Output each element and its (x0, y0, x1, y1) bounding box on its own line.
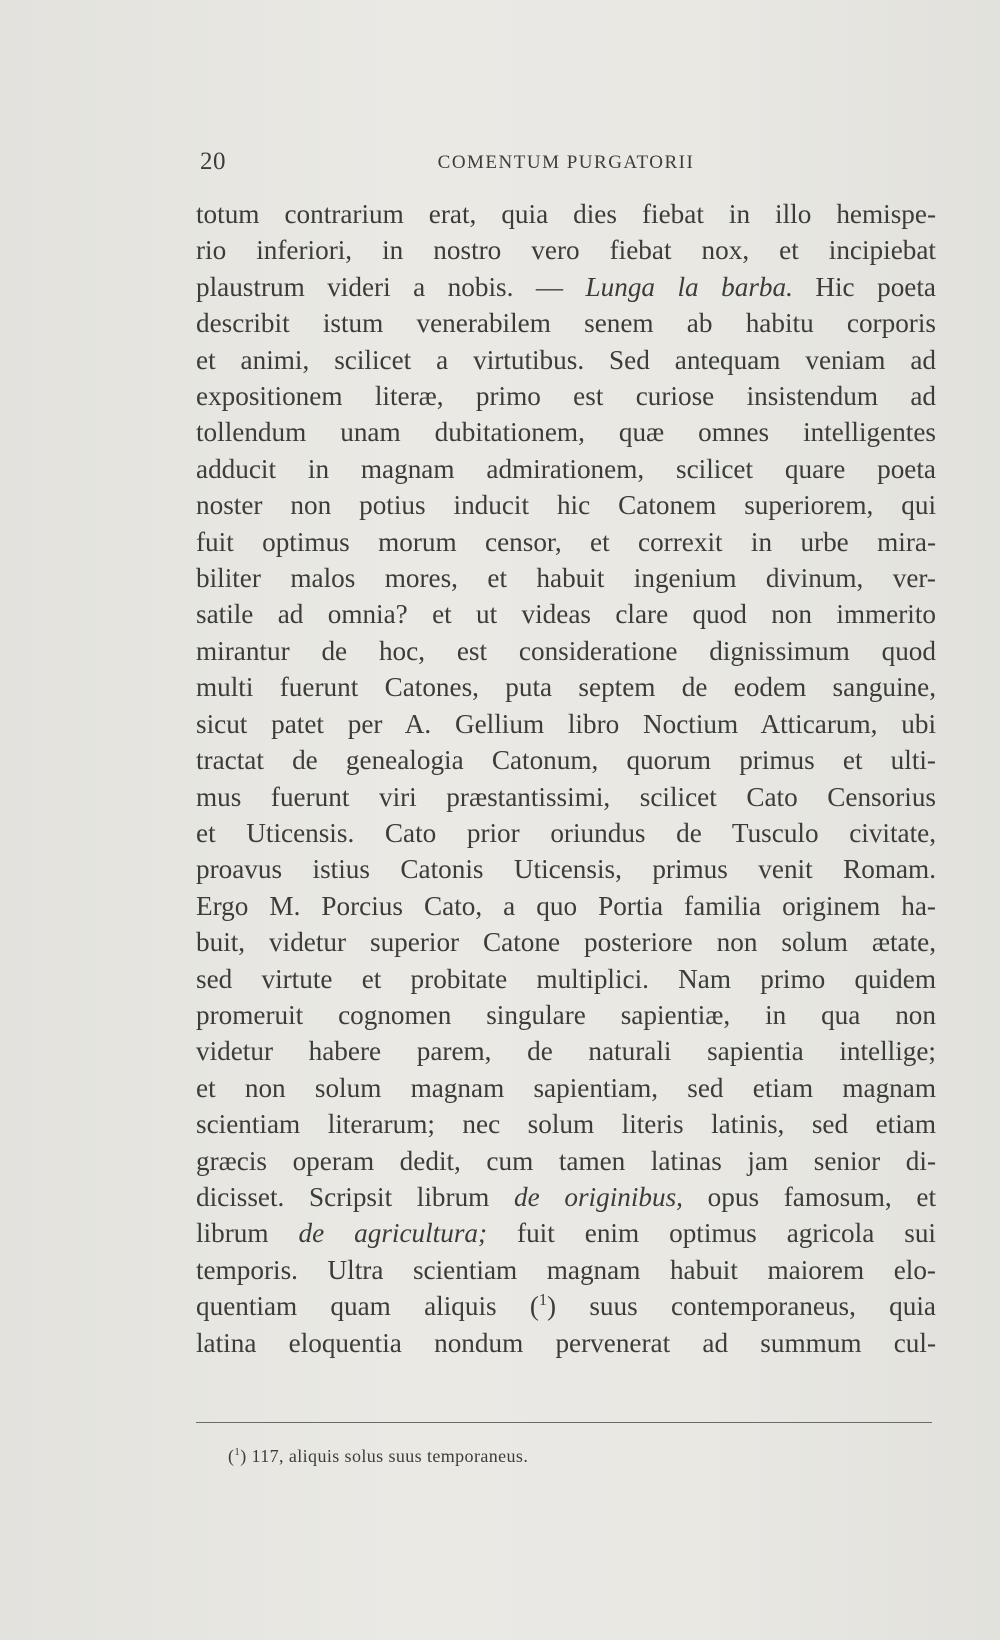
text-segment: et animi, scilicet a virtutibus. Sed antequam veniam ad (196, 344, 936, 375)
text-segment: dicisset. Scripsit librum (196, 1181, 515, 1212)
text-line (196, 1288, 936, 1324)
text-segment: noster non potius inducit hic Catonem superiorem, qui (196, 490, 936, 521)
text-segment: proavus istius Catonis Uticensis, primus venit Romam. (196, 854, 936, 885)
text-segment: biliter malos mores, et habuit ingenium divinum, ver- (196, 563, 936, 594)
italic-title: de originibus, (514, 1181, 683, 1212)
text-segment: latina eloquentia nondum pervenerat ad summum cul- (196, 1327, 936, 1358)
text-line (196, 997, 936, 1033)
text-line (196, 378, 936, 414)
page-number: 20 (200, 148, 226, 175)
text-line (196, 706, 936, 742)
text-segment: adducit in magnam admirationem, scilicet quare poeta (196, 453, 936, 484)
page-header (200, 148, 932, 178)
text-segment: et non solum magnam sapientiam, sed etiam magnam (196, 1072, 936, 1103)
text-segment: multi fuerunt Catones, puta septem de eodem sanguine, (196, 672, 936, 703)
text-line (196, 1070, 936, 1106)
text-segment: græcis operam dedit, cum tamen latinas jam senior di- (196, 1145, 936, 1176)
text-line (196, 888, 936, 924)
text-segment: opus famosum, et (682, 1181, 937, 1212)
text-segment: sicut patet per A. Gellium libro Noctium Atticarum, ubi (196, 708, 936, 739)
text-line (196, 560, 936, 596)
text-segment: et Uticensis. Cato prior oriundus de Tusculo civitate, (196, 817, 936, 848)
text-line (196, 451, 936, 487)
text-line (196, 961, 936, 997)
text-line (196, 414, 936, 450)
text-segment: Ergo M. Porcius Cato, a quo Portia familia originem ha- (196, 890, 936, 921)
footnote: ($^1$) 117, aliquis solus suus temporaneus. (228, 1446, 529, 1466)
text-segment: scientiam literarum; nec solum literis latinis, sed etiam (196, 1109, 936, 1140)
text-segment: temporis. Ultra scientiam magnam habuit maiorem elo- (196, 1254, 936, 1285)
text-segment: ) suus contemporaneus, quia (547, 1291, 936, 1322)
text-line (196, 742, 936, 778)
text-segment: sed virtute et probitate multiplici. Nam primo quidem (196, 963, 936, 994)
text-segment: satile ad omnia? et ut videas clare quod non immerito (196, 599, 936, 630)
text-line (196, 815, 936, 851)
text-line (196, 1106, 936, 1142)
text-line (196, 596, 936, 632)
text-segment: tractat de genealogia Catonum, quorum primus et ulti- (196, 745, 936, 776)
text-segment: fuit optimus morum censor, et correxit in urbe mira- (196, 526, 936, 557)
text-segment: promeruit cognomen singulare sapientiæ, in qua non (196, 999, 936, 1030)
text-segment: buit, videtur superior Catone posteriore non solum ætate, (196, 927, 936, 958)
text-segment: Hic poeta (792, 271, 936, 302)
text-line (196, 1179, 936, 1215)
text-segment: rio inferiori, in nostro vero fiebat nox, et incipiebat (196, 235, 936, 266)
footnote-text: 117, aliquis solus suus temporaneus. (251, 1446, 529, 1466)
text-line (196, 851, 936, 887)
text-line (196, 779, 936, 815)
text-segment: tollendum unam dubitationem, quæ omnes intelligentes (196, 417, 936, 448)
text-line (196, 924, 936, 960)
text-line (196, 1143, 936, 1179)
commentary-text (196, 196, 936, 1361)
text-line (196, 669, 936, 705)
text-segment: fuit enim optimus agricola sui (487, 1218, 936, 1249)
text-line (196, 524, 936, 560)
text-segment: mirantur de hoc, est consideratione dignissimum quod (196, 635, 936, 666)
text-line (196, 1252, 936, 1288)
text-segment: videtur habere parem, de naturali sapientia intellige; (196, 1036, 936, 1067)
italic-title: de agricultura; (298, 1218, 488, 1249)
text-line (196, 1325, 936, 1361)
footnote-reference: 1 (538, 1290, 548, 1310)
italic-title: Lunga la barba. (585, 271, 793, 302)
text-line (196, 1215, 936, 1251)
text-segment: describit istum venerabilem senem ab habitu corporis (196, 308, 936, 339)
text-line (196, 633, 936, 669)
text-segment: plaustrum videri a nobis. — (196, 271, 586, 302)
text-line (196, 487, 936, 523)
running-title: COMENTUM PURGATORII (437, 152, 695, 173)
text-segment: expositionem literæ, primo est curiose insistendum ad (196, 381, 936, 412)
text-segment: librum (196, 1218, 299, 1249)
text-segment: mus fuerunt viri præstantissimi, scilicet Cato Censorius (196, 781, 936, 812)
footnote-rule (196, 1422, 932, 1423)
footnote-marker: 1 (234, 1446, 241, 1458)
text-segment: quentiam quam aliquis ( (196, 1291, 539, 1322)
text-line (196, 342, 936, 378)
text-segment: totum contrarium erat, quia dies fiebat in illo hemispe- (196, 199, 936, 229)
text-line (196, 196, 936, 232)
text-line (196, 305, 936, 341)
text-line (196, 232, 936, 268)
text-line (196, 1033, 936, 1069)
text-line (196, 269, 936, 305)
